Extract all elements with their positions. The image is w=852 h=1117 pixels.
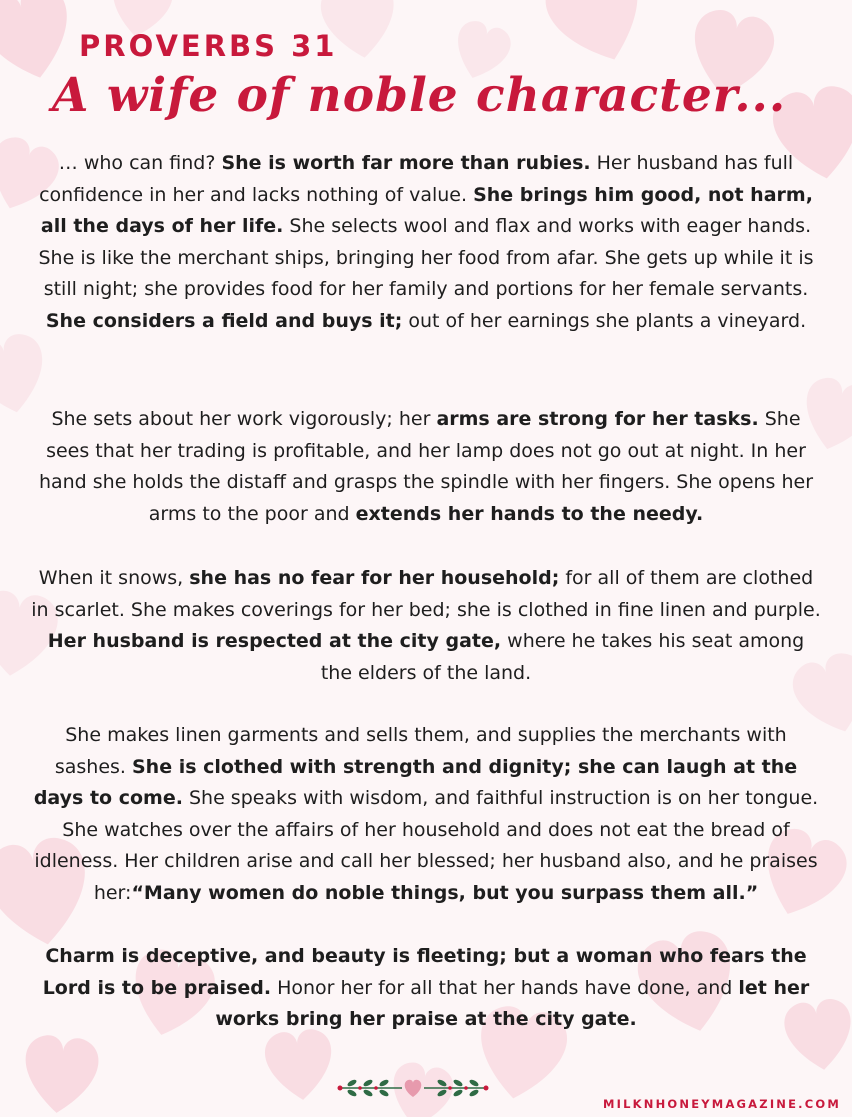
- bold-text-run: Her husband is respected at the city gate,: [47, 630, 502, 652]
- text-run: She makes linen garments and sells them, and supplies the merchants with sashes.: [54, 724, 787, 778]
- paragraph: [30, 148, 822, 337]
- script-subtitle: A wife of noble character...: [52, 68, 787, 123]
- bold-text-run: arms are strong for her tasks.: [436, 408, 759, 430]
- text-run: where he takes his seat among the elders of the land.: [320, 630, 805, 684]
- bold-text-run: Charm is deceptive, and beauty is fleeting; but a woman who fears the Lord is to be praised.: [42, 945, 807, 999]
- bold-text-run: She is worth far more than rubies.: [221, 152, 591, 174]
- website-url[interactable]: MILKNHONEYMAGAZINE.COM: [603, 1097, 842, 1111]
- bold-text-run: She is clothed with strength and dignity; she can laugh at the days to come.: [33, 755, 798, 809]
- paragraph: [30, 404, 822, 530]
- text-run: Honor her for all that her hands have done, and: [271, 976, 739, 999]
- bold-text-run: she has no fear for her household;: [189, 567, 560, 589]
- paragraph: [30, 941, 822, 1036]
- heart-laurel-divider-icon: [330, 1073, 496, 1103]
- text-run: She selects wool and flax and works with eager hands. She is like the merchant ships, bringing her food from afar. She gets up while it is still night; she provides food for her family and portions for her female servants.: [38, 215, 814, 300]
- bold-text-run: extends her hands to the needy.: [355, 502, 704, 525]
- bold-text-run: let her works bring her praise at the city gate.: [215, 976, 810, 1030]
- text-run: She speaks with wisdom, and faithful instruction is on her tongue. She watches over the affairs of her household and does not eat the bread of idleness. Her children arise and call her blessed; her husband also, and he praises her:: [34, 787, 819, 904]
- bold-text-run: She brings him good, not harm, all the days of her life.: [40, 183, 813, 237]
- bold-text-run: She considers a field and buys it;: [45, 309, 403, 332]
- bold-text-run: “Many women do noble things, but you surpass them all.”: [131, 881, 759, 904]
- paragraph: [30, 720, 822, 909]
- paragraph: [30, 563, 822, 689]
- text-run: She sets about her work vigorously; her: [51, 408, 437, 430]
- text-run: out of her earnings she plants a vineyard.: [402, 309, 807, 332]
- text-run: She sees that her trading is profitable, and her lamp does not go out at night. In her hand she holds the distaff and grasps the spindle with her fingers. She opens her arms to the poor and: [38, 408, 814, 525]
- text-run: for all of them are clothed in scarlet. She makes coverings for her bed; she is clothed in fine linen and purple.: [31, 567, 821, 621]
- text-run: When it snows,: [38, 567, 190, 589]
- text-run: Her husband has full confidence in her and lacks nothing of value.: [39, 152, 794, 206]
- book-title: PROVERBS 31: [79, 29, 338, 63]
- text-run: … who can find?: [58, 152, 222, 174]
